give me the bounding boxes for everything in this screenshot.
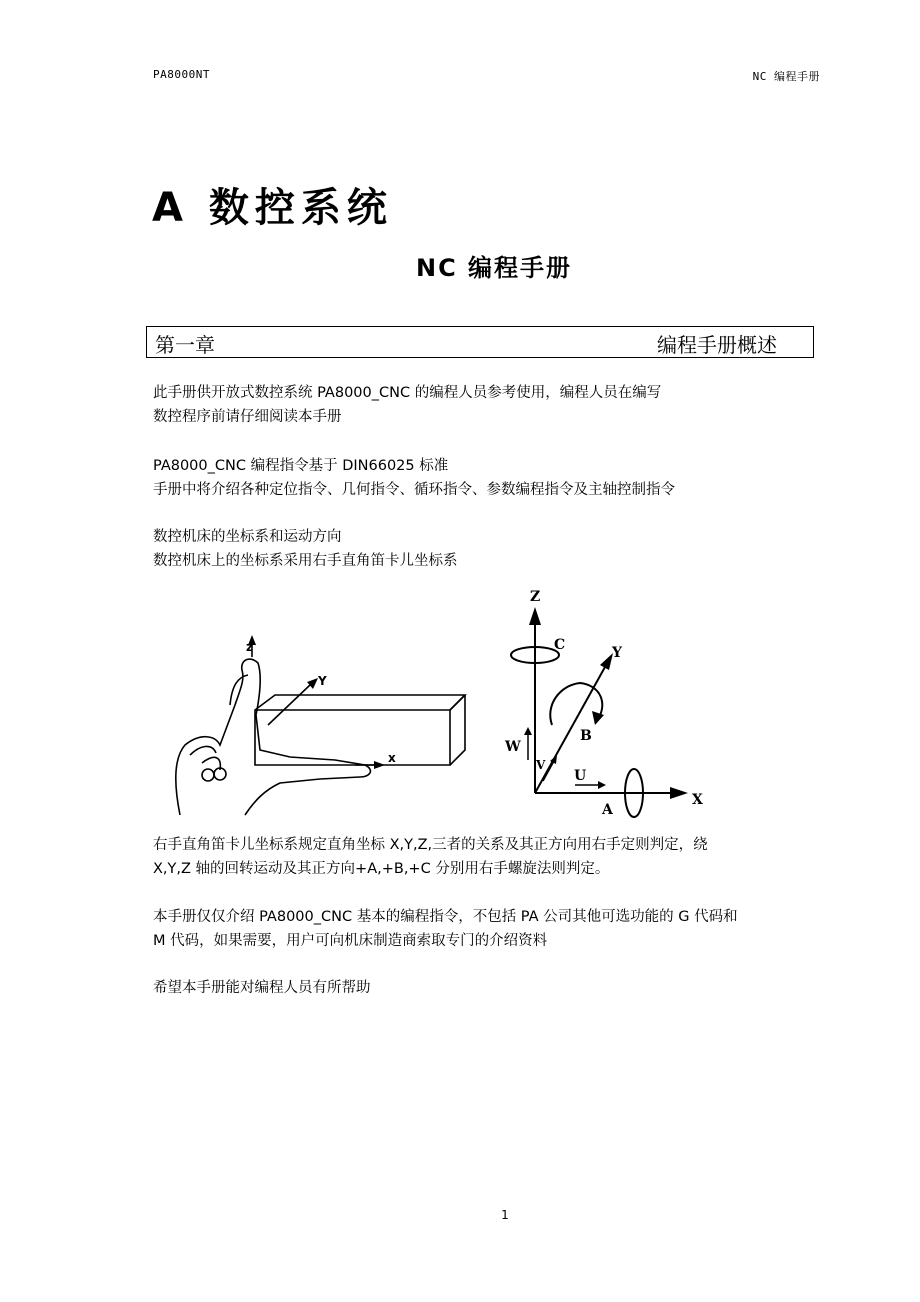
right-c-label: C: [554, 637, 566, 653]
document-subtitle: NC 编程手册: [416, 254, 573, 282]
paragraph-closing: 希望本手册能对编程人员有所帮助: [153, 980, 371, 996]
right-w-label: W: [505, 739, 521, 755]
document-title: A 数控系统: [152, 185, 393, 231]
right-z-label: Z: [530, 589, 541, 605]
right-b-label: B: [580, 728, 592, 744]
chapter-heading-box: [146, 326, 814, 358]
left-x-label: x: [388, 751, 396, 765]
chapter-label: 第一章: [155, 333, 215, 357]
paragraph-coordinate-system: 数控机床的坐标系和运动方向 数控机床上的坐标系采用右手直角笛卡儿坐标系: [153, 529, 458, 569]
right-u-label: U: [574, 768, 587, 784]
right-y-label: Y: [612, 645, 622, 661]
axis-diagram: [511, 607, 688, 817]
header-right: NC 编程手册: [752, 70, 820, 83]
right-a-label: A: [602, 802, 613, 818]
right-v-label: V: [536, 758, 546, 772]
paragraph-right-hand-rule: 右手直角笛卡儿坐标系规定直角坐标 X,Y,Z,三者的关系及其正方向用右手定则判定，绕 X,Y,Z 轴的回转运动及其正方向+A,+B,+C 分别用右手螺旋法则判定。: [153, 837, 708, 877]
paragraph-standard: PA8000_CNC 编程指令基于 DIN66025 标准 手册中将介绍各种定位指令、几何指令、循环指令、参数编程指令及主轴控制指令: [153, 458, 675, 498]
paragraph-scope: 本手册仅仅介绍 PA8000_CNC 基本的编程指令，不包括 PA 公司其他可选功能的 G 代码和 M 代码，如果需要，用户可向机床制造商索取专门的介绍资料: [153, 909, 738, 949]
coordinate-system-figure: [160, 585, 720, 830]
right-hand-illustration: [176, 635, 465, 815]
left-z-label: z: [246, 640, 253, 654]
right-x-label: X: [692, 792, 703, 808]
figure-illustration: [160, 585, 720, 830]
left-y-label: Y: [318, 674, 327, 688]
page-number: 1: [501, 1208, 509, 1222]
header-left: PA8000NT: [153, 68, 210, 81]
paragraph-intro: 此手册供开放式数控系统 PA8000_CNC 的编程人员参考使用，编程人员在编写 数控程序前请仔细阅读本手册: [153, 385, 662, 425]
chapter-title: 编程手册概述: [657, 333, 777, 357]
